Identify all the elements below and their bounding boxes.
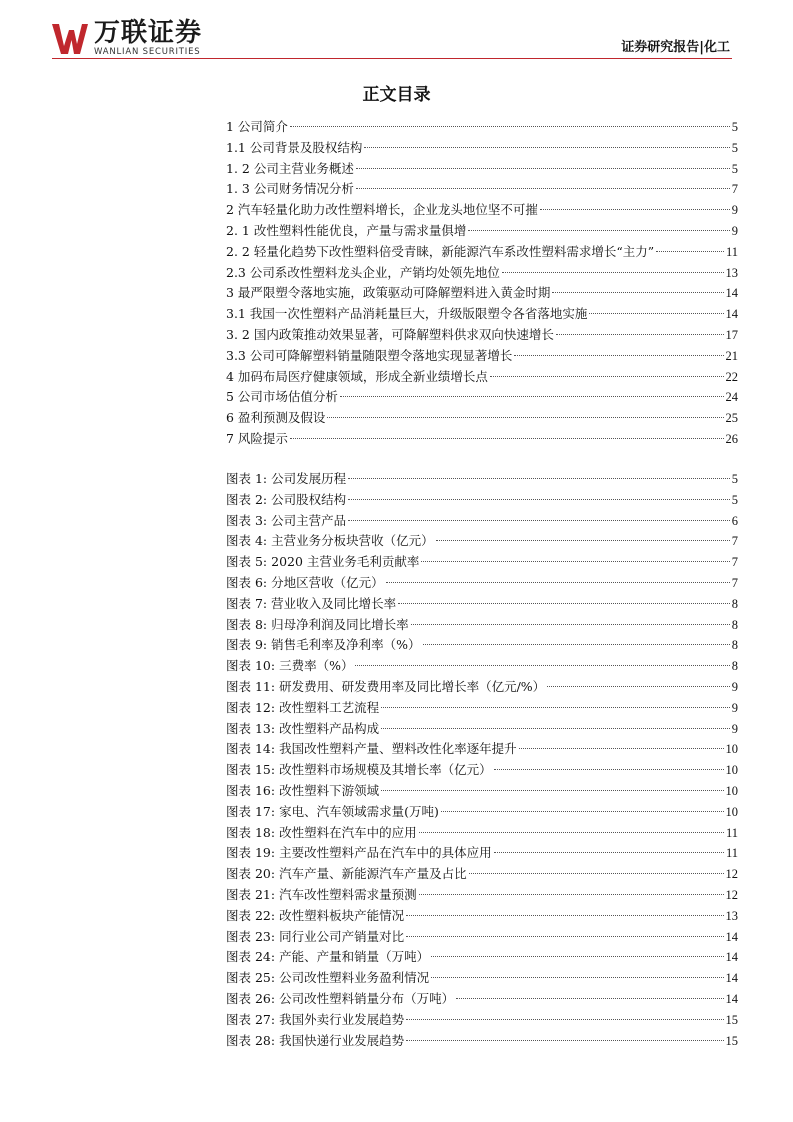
dot-leader: [556, 334, 724, 335]
toc-figure-entry-page-number: 11: [725, 846, 738, 861]
toc-section-entry-label: 1.1 公司背景及股权结构: [226, 139, 363, 155]
dot-leader: [431, 956, 723, 957]
dot-leader: [419, 832, 724, 833]
brand-name-en: WANLIAN SECURITIES: [94, 47, 201, 57]
dot-leader: [456, 998, 723, 999]
dot-leader: [468, 230, 729, 231]
toc-figure-entry[interactable]: [226, 719, 738, 740]
toc-figure-entry-label: 图表 22: 改性塑料板块产能情况: [226, 907, 405, 923]
toc-section-entry[interactable]: [226, 263, 738, 284]
dot-leader: [431, 977, 723, 978]
toc-figure-entry-page-number: 14: [725, 929, 738, 944]
toc-figure-entry-page-number: 15: [725, 1033, 738, 1048]
wanlian-w-logo-icon: [52, 22, 88, 56]
toc-section-entry-page-number: 14: [725, 286, 738, 301]
dot-leader: [356, 168, 730, 169]
toc-figure-entry-page-number: 7: [731, 534, 738, 549]
dot-leader: [381, 707, 730, 708]
dot-leader: [514, 355, 723, 356]
toc-figure-entry-page-number: 8: [731, 617, 738, 632]
toc-section-entry[interactable]: [226, 117, 738, 138]
dot-leader: [381, 790, 723, 791]
toc-section-entry-page-number: 26: [725, 431, 738, 446]
section-toc: [226, 117, 738, 450]
dot-leader: [656, 251, 724, 252]
header-divider: [52, 58, 732, 59]
toc-section-entry-label: 3. 2 国内政策推动效果显著，可降解塑料供求双向快速增长: [226, 326, 554, 342]
toc-figure-entry-page-number: 9: [731, 721, 738, 736]
toc-section-entry-page-number: 11: [725, 244, 738, 259]
toc-figure-entry-label: 图表 6: 分地区营收（亿元）: [226, 574, 384, 590]
toc-section-entry-page-number: 5: [731, 161, 738, 176]
toc-figure-entry[interactable]: [226, 968, 738, 989]
toc-figure-entry-label: 图表 16: 改性塑料下游领域: [226, 782, 380, 798]
toc-section-entry-label: 6 盈利预测及假设: [226, 410, 326, 426]
figure-toc: [226, 469, 738, 1051]
toc-figure-entry[interactable]: [226, 989, 738, 1010]
toc-figure-entry[interactable]: [226, 781, 738, 802]
toc-section-entry[interactable]: [226, 304, 738, 325]
toc-figure-entry-page-number: 7: [731, 575, 738, 590]
toc-section-entry-label: 5 公司市场估值分析: [226, 389, 338, 405]
toc-figure-entry[interactable]: [226, 635, 738, 656]
toc-figure-entry-label: 图表 23: 同行业公司产销量对比: [226, 928, 405, 944]
dot-leader: [490, 376, 724, 377]
toc-section-entry-label: 1. 2 公司主营业务概述: [226, 160, 354, 176]
dot-leader: [441, 811, 724, 812]
toc-section-entry[interactable]: [226, 387, 738, 408]
toc-figure-entry[interactable]: [226, 615, 738, 636]
toc-section-entry-page-number: 9: [731, 203, 738, 218]
toc-figure-entry-page-number: 5: [731, 492, 738, 507]
dot-leader: [406, 936, 723, 937]
toc-figure-entry-page-number: 15: [725, 1012, 738, 1027]
toc-figure-entry[interactable]: [226, 552, 738, 573]
toc-section-entry-page-number: 24: [725, 390, 738, 405]
toc-section-entry-label: 1 公司简介: [226, 119, 288, 134]
toc-section-entry-page-number: 25: [725, 411, 738, 426]
toc-figure-entry[interactable]: [226, 947, 738, 968]
toc-figure-entry[interactable]: [226, 677, 738, 698]
toc-figure-entry-label: 图表 26: 公司改性塑料销量分布（万吨）: [226, 990, 455, 1006]
toc-section-entry-label: 4 加码布局医疗健康领域，形成全新业绩增长点: [226, 368, 488, 384]
toc-figure-entry[interactable]: [226, 594, 738, 615]
toc-figure-entry-label: 图表 9: 销售毛利率及净利率（%）: [226, 637, 421, 653]
toc-section-entry-label: 3 最严限塑令落地实施，政策驱动可降解塑料进入黄金时期: [226, 285, 551, 301]
dot-leader: [356, 188, 730, 189]
toc-figure-entry-page-number: 9: [731, 700, 738, 715]
toc-figure-entry[interactable]: [226, 802, 738, 823]
toc-figure-entry-page-number: 5: [731, 472, 738, 486]
dot-leader: [406, 1019, 723, 1020]
dot-leader: [423, 644, 730, 645]
toc-figure-entry-label: 图表 2: 公司股权结构: [226, 491, 347, 507]
report-category-tag: 证券研究报告|化工: [621, 40, 730, 55]
dot-leader: [364, 147, 729, 148]
dot-leader: [348, 478, 730, 479]
toc-figure-entry-label: 图表 1: 公司发展历程: [226, 471, 347, 486]
toc-section-entry[interactable]: [226, 221, 738, 242]
toc-figure-entry[interactable]: [226, 823, 738, 844]
toc-figure-entry-page-number: 14: [725, 971, 738, 986]
toc-figure-entry[interactable]: [226, 698, 738, 719]
toc-figure-entry-page-number: 11: [725, 825, 738, 840]
page-title: 正文目录: [362, 85, 431, 105]
dot-leader: [502, 272, 724, 273]
toc-figure-entry[interactable]: [226, 864, 738, 885]
dot-leader: [419, 894, 724, 895]
toc-section-entry-label: 7 风险提示: [226, 430, 288, 446]
toc-section-entry[interactable]: [226, 346, 738, 367]
toc-figure-entry-page-number: 9: [731, 679, 738, 694]
dot-leader: [547, 686, 730, 687]
toc-figure-entry-label: 图表 4: 主营业务分板块营收（亿元）: [226, 533, 434, 549]
toc-figure-entry-label: 图表 24: 产能、产量和销量（万吨）: [226, 949, 430, 965]
toc-figure-entry-label: 图表 8: 归母净利润及同比增长率: [226, 616, 409, 632]
dot-leader: [290, 438, 724, 439]
toc-section-entry-page-number: 22: [725, 369, 738, 384]
toc-section-entry-page-number: 14: [725, 307, 738, 322]
brand-name-cn: 万联证券: [94, 18, 203, 48]
toc-figure-entry[interactable]: [226, 531, 738, 552]
dot-leader: [494, 852, 724, 853]
toc-figure-entry-label: 图表 12: 改性塑料工艺流程: [226, 699, 380, 715]
toc-figure-entry-page-number: 10: [725, 742, 738, 757]
toc-figure-entry-page-number: 8: [731, 596, 738, 611]
toc-figure-entry[interactable]: [226, 511, 738, 532]
toc-figure-entry-label: 图表 28: 我国快递行业发展趋势: [226, 1032, 405, 1048]
toc-section-entry-label: 3.3 公司可降解塑料销量随限塑令落地实现显著增长: [226, 347, 513, 363]
toc-figure-entry-page-number: 8: [731, 659, 738, 674]
toc-section-entry-label: 2.3 公司系改性塑料龙头企业，产销均处领先地位: [226, 264, 500, 280]
toc-section-entry-label: 3.1 我国一次性塑料产品消耗量巨大，升级版限塑令各省落地实施: [226, 306, 588, 322]
toc-figure-entry[interactable]: [226, 490, 738, 511]
dot-leader: [494, 769, 724, 770]
toc-figure-entry-label: 图表 11: 研发费用、研发费用率及同比增长率（亿元/%）: [226, 678, 546, 694]
dot-leader: [589, 313, 723, 314]
toc-figure-entry-label: 图表 21: 汽车改性塑料需求量预测: [226, 886, 417, 902]
dot-leader: [381, 728, 730, 729]
toc-figure-entry[interactable]: [226, 927, 738, 948]
dot-leader: [290, 126, 730, 127]
toc-figure-entry[interactable]: [226, 843, 738, 864]
toc-section-entry-label: 2. 1 改性塑料性能优良，产量与需求量俱增: [226, 222, 467, 238]
toc-section-entry[interactable]: [226, 283, 738, 304]
dot-leader: [355, 665, 729, 666]
toc-section-entry-label: 2. 2 轻量化趋势下改性塑料倍受青睐，新能源汽车系改性塑料需求增长“主力”: [226, 243, 655, 259]
toc-figure-entry-label: 图表 20: 汽车产量、新能源汽车产量及占比: [226, 866, 467, 882]
toc-figure-entry-page-number: 14: [725, 991, 738, 1006]
toc-figure-entry-label: 图表 3: 公司主营产品: [226, 512, 347, 528]
toc-section-entry-page-number: 5: [731, 120, 738, 134]
toc-section-entry[interactable]: [226, 242, 738, 263]
toc-section-entry-page-number: 7: [731, 182, 738, 197]
toc-section-entry[interactable]: [226, 429, 738, 450]
toc-figure-entry-page-number: 14: [725, 950, 738, 965]
dot-leader: [340, 396, 724, 397]
dot-leader: [469, 873, 724, 874]
dot-leader: [540, 209, 730, 210]
toc-figure-entry-page-number: 10: [725, 783, 738, 798]
dot-leader: [421, 561, 729, 562]
toc-section-entry[interactable]: [226, 367, 738, 388]
toc-figure-entry-label: 图表 5: 2020 主营业务毛利贡献率: [226, 554, 420, 570]
toc-figure-entry[interactable]: [226, 1010, 738, 1031]
toc-figure-entry-page-number: 12: [725, 867, 738, 882]
toc-section-entry[interactable]: [226, 179, 738, 200]
toc-figure-entry[interactable]: [226, 739, 738, 760]
toc-figure-entry[interactable]: [226, 885, 738, 906]
toc-section-entry-page-number: 13: [725, 265, 738, 280]
toc-section-entry-label: 1. 3 公司财务情况分析: [226, 181, 354, 197]
toc-section-entry[interactable]: [226, 325, 738, 346]
dot-leader: [552, 292, 723, 293]
toc-section-entry-page-number: 17: [725, 327, 738, 342]
dot-leader: [406, 1040, 723, 1041]
toc-section-entry-label: 2 汽车轻量化助力改性塑料增长，企业龙头地位坚不可摧: [226, 202, 538, 218]
toc-figure-entry-page-number: 10: [725, 763, 738, 778]
dot-leader: [436, 540, 730, 541]
toc-figure-entry-label: 图表 14: 我国改性塑料产量、塑料改性化率逐年提升: [226, 741, 517, 757]
toc-figure-entry-label: 图表 18: 改性塑料在汽车中的应用: [226, 824, 417, 840]
toc-figure-entry-label: 图表 13: 改性塑料产品构成: [226, 720, 380, 736]
dot-leader: [348, 499, 730, 500]
dot-leader: [348, 520, 730, 521]
toc-figure-entry[interactable]: [226, 906, 738, 927]
toc-section-entry[interactable]: [226, 138, 738, 159]
toc-figure-entry[interactable]: [226, 469, 738, 490]
dot-leader: [519, 748, 724, 749]
dot-leader: [398, 603, 730, 604]
toc-figure-entry-label: 图表 7: 营业收入及同比增长率: [226, 595, 397, 611]
toc-figure-entry-label: 图表 27: 我国外卖行业发展趋势: [226, 1011, 405, 1027]
toc-section-entry[interactable]: [226, 159, 738, 180]
toc-figure-entry-page-number: 12: [725, 887, 738, 902]
toc-figure-entry[interactable]: [226, 1031, 738, 1052]
toc-figure-entry-label: 图表 15: 改性塑料市场规模及其增长率（亿元）: [226, 762, 492, 778]
dot-leader: [386, 582, 730, 583]
toc-section-entry-page-number: 9: [731, 223, 738, 238]
toc-section-entry-page-number: 21: [725, 348, 738, 363]
toc-figure-entry[interactable]: [226, 573, 738, 594]
toc-figure-entry-label: 图表 17: 家电、汽车领域需求量(万吨): [226, 803, 439, 819]
toc-figure-entry-page-number: 13: [725, 908, 738, 923]
page-header: [0, 0, 793, 62]
dot-leader: [411, 624, 730, 625]
toc-section-entry-page-number: 5: [731, 140, 738, 155]
dot-leader: [327, 417, 723, 418]
toc-figure-entry-page-number: 10: [725, 804, 738, 819]
toc-section-entry[interactable]: [226, 200, 738, 221]
toc-figure-entry-label: 图表 25: 公司改性塑料业务盈利情况: [226, 970, 430, 986]
toc-figure-entry[interactable]: [226, 760, 738, 781]
dot-leader: [406, 915, 723, 916]
toc-figure-entry[interactable]: [226, 656, 738, 677]
toc-figure-entry-label: 图表 19: 主要改性塑料产品在汽车中的具体应用: [226, 845, 492, 861]
toc-section-entry[interactable]: [226, 408, 738, 429]
toc-figure-entry-page-number: 7: [731, 555, 738, 570]
toc-figure-entry-page-number: 6: [731, 513, 738, 528]
toc-figure-entry-label: 图表 10: 三费率（%）: [226, 658, 354, 674]
toc-figure-entry-page-number: 8: [731, 638, 738, 653]
